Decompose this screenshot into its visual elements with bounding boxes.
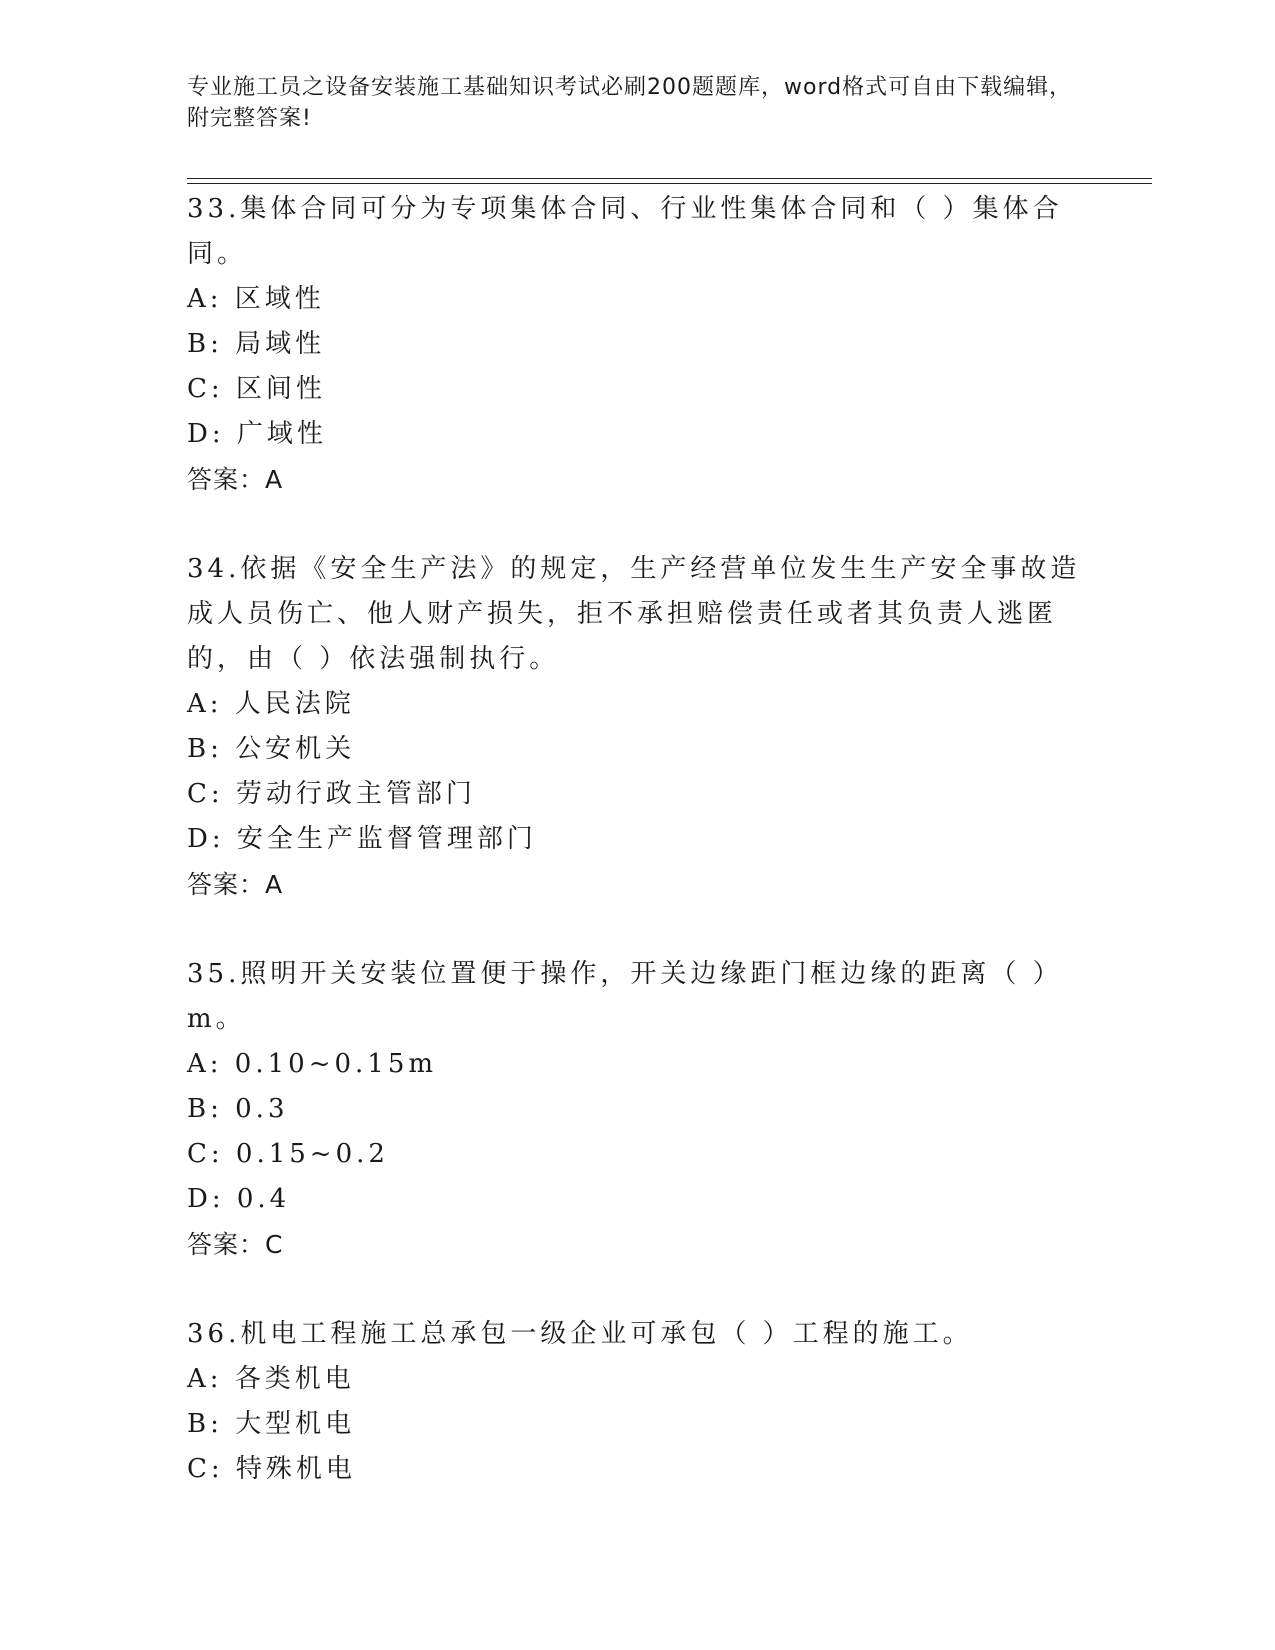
option-d: D: 安全生产监督管理部门 bbox=[187, 824, 537, 854]
option-b: B: 0.3 bbox=[187, 1094, 289, 1124]
document-header: 专业施工员之设备安装施工基础知识考试必刷200题题库，word格式可自由下载编辑，附完整答案! bbox=[187, 75, 1073, 131]
option-c: C: 0.15~0.2 bbox=[187, 1139, 389, 1169]
option-c: C: 劳动行政主管部门 bbox=[187, 779, 476, 809]
question-stem: 36.机电工程施工总承包一级企业可承包（ ）工程的施工。 bbox=[187, 1319, 973, 1349]
question-35 bbox=[187, 952, 1087, 1267]
question-34 bbox=[187, 547, 1087, 907]
question-36 bbox=[187, 1312, 1087, 1492]
question-stem: 34.依据《安全生产法》的规定，生产经营单位发生生产安全事故造成人员伤亡、他人财产损失，拒不承担赔偿责任或者其负责人逃匿的，由（ ）依法强制执行。 bbox=[187, 554, 1081, 674]
option-a: A: 0.10~0.15m bbox=[187, 1049, 438, 1079]
question-33 bbox=[187, 187, 1087, 502]
answer-line: 答案：A bbox=[187, 465, 284, 494]
header-rule-bottom bbox=[187, 183, 1152, 184]
header-rule-top bbox=[187, 178, 1152, 179]
option-a: A: 人民法院 bbox=[187, 689, 355, 719]
question-stem: 35.照明开关安装位置便于操作，开关边缘距门框边缘的距离（ ）m。 bbox=[187, 959, 1063, 1034]
option-b: B: 大型机电 bbox=[187, 1409, 356, 1439]
option-c: C: 区间性 bbox=[187, 374, 326, 404]
option-c: C: 特殊机电 bbox=[187, 1454, 356, 1484]
option-b: B: 局域性 bbox=[187, 329, 326, 359]
answer-line: 答案：C bbox=[187, 1230, 284, 1259]
answer-line: 答案：A bbox=[187, 870, 284, 899]
option-b: B: 公安机关 bbox=[187, 734, 356, 764]
option-d: D: 0.4 bbox=[187, 1184, 291, 1214]
option-d: D: 广域性 bbox=[187, 419, 327, 449]
option-a: A: 各类机电 bbox=[187, 1364, 355, 1394]
question-stem: 33.集体合同可分为专项集体合同、行业性集体合同和（ ）集体合同。 bbox=[187, 194, 1063, 269]
question-list bbox=[187, 187, 1087, 1537]
option-a: A: 区域性 bbox=[187, 284, 325, 314]
